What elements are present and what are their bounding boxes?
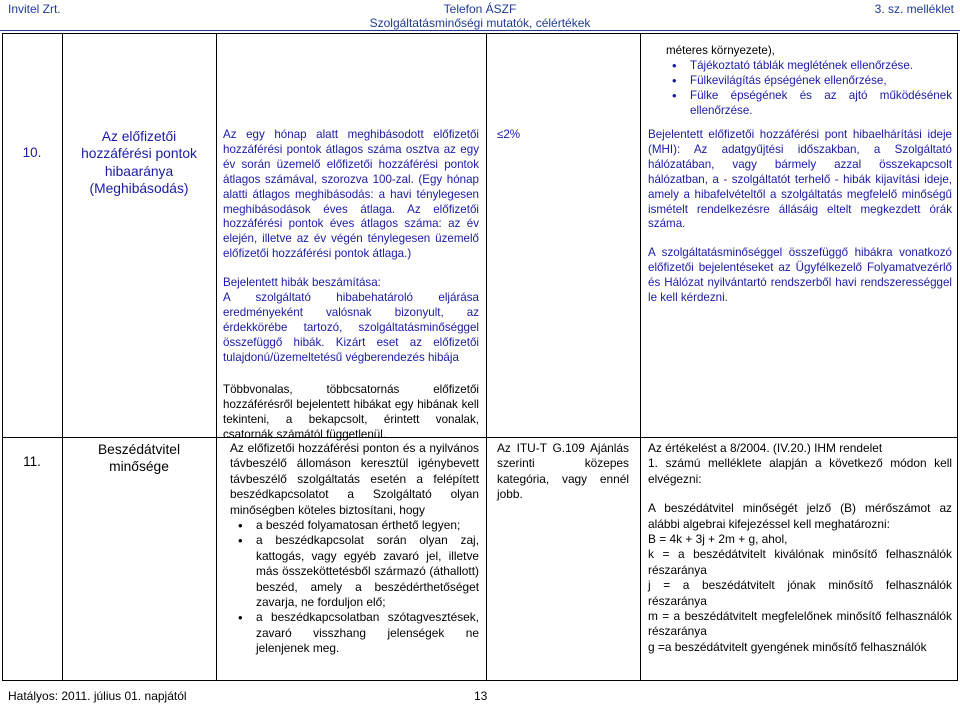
row10-number: 10. bbox=[22, 145, 42, 160]
page-number: 13 bbox=[474, 689, 488, 703]
list-item: • Fülkevilágítás épségének ellenőrzése, bbox=[664, 74, 952, 89]
method-line: 1. számú melléklete alapján a következő módon kell elvégezni: bbox=[648, 456, 952, 486]
row10-indicator-name bbox=[64, 128, 214, 197]
name-line: Beszédátvitel bbox=[97, 442, 181, 457]
name-line: hozzáférési pontok bbox=[81, 146, 197, 162]
header-rule bbox=[0, 30, 960, 31]
header-title-line1: Telefon ÁSZF bbox=[443, 2, 517, 16]
row11-definition bbox=[230, 441, 479, 657]
row10-target: ≤2% bbox=[497, 128, 521, 141]
definition-paragraph: A szolgáltató hibabehatároló eljárása eredményeként valósnak bizonyult, az érdekkörébe tartozó, szolgáltatásminőséggel összefüggő hibák. Kizárt eset az előfizetői tulajdonú/üzemeltetésű végberendezés hibája bbox=[223, 291, 479, 364]
row11-method bbox=[648, 441, 952, 655]
continuation-list bbox=[664, 59, 952, 119]
header-title bbox=[0, 2, 960, 30]
row10-definition-tail: Többvonalas, többcsatornás előfizetői hozzáférésről bejelentett hibákat egy hibának kell tekinteni, a bekapcsolt, érintett vonalak, csatornák számától függetlenül. bbox=[223, 383, 479, 441]
col-divider-3 bbox=[486, 33, 487, 681]
continuation-block bbox=[668, 44, 952, 119]
method-line: A beszédátvitel minőségét jelző (B) mérőszámot az alábbi algebrai kifejezéssel kell meghatározni: bbox=[648, 501, 952, 531]
method-line: m = a beszédátvitelt megfelelőnek minősítő felhasználók részaránya bbox=[648, 609, 952, 639]
list-item: • a beszéd folyamatosan érthető legyen; bbox=[230, 518, 479, 533]
col-divider-4 bbox=[640, 33, 641, 681]
definition-paragraph: Az előfizetői hozzáférési ponton és a nyilvános távbeszélő állomáson keresztül igénybevett távbeszélő szolgáltatás esetén a felépített beszédkapcsolatot a Szolgáltató olyan minőségben köteles biztosítani, hogy bbox=[230, 441, 479, 517]
name-line: (Meghibásodás) bbox=[89, 180, 189, 196]
header-company: Invitel Zrt. bbox=[8, 2, 61, 16]
continuation-line: méteres környezete), bbox=[666, 44, 775, 57]
name-line: hibaaránya bbox=[104, 163, 174, 179]
row11-number: 11. bbox=[23, 454, 41, 469]
definition-bullet-list bbox=[230, 518, 479, 657]
row11-target: Az ITU-T G.109 Ajánlás szerinti közepes kategória, vagy ennél jobb. bbox=[497, 441, 629, 502]
method-paragraph: A szolgáltatásminőséggel összefüggő hibákra vonatkozó előfizetői bejelentéseket az Ügyfélkezelő Folyamatvezérlő és Hálózat nyilvántartó rendszerből havi rendszerességgel le kell kérdezni. bbox=[648, 246, 952, 305]
method-spacer bbox=[648, 487, 952, 501]
col-divider-2 bbox=[216, 33, 217, 681]
header-annex-label: 3. sz. melléklet bbox=[874, 2, 954, 16]
footer-effective-date: Hatályos: 2011. július 01. napjától bbox=[8, 689, 187, 703]
method-line: g =a beszédátvitelt gyengének minősítő felhasználók bbox=[648, 639, 927, 654]
definition-subtitle: Bejelentett hibák beszámítása: bbox=[223, 276, 381, 290]
name-line: Az előfizetői bbox=[101, 129, 177, 144]
method-line: Az értékelést a 8/2004. (IV.20.) IHM rendelet bbox=[648, 441, 883, 455]
definition-paragraph: Az egy hónap alatt meghibásodott előfizetői hozzáférési pontok átlagos száma osztva az egy év során üzemelő előfizetői hozzáférési pontok átlagos számával, szorozva 100-zal. (Egy hónap alatti átlagos meghibásodás: a havi ténylegesen meghibásodások éves átlaga. Az előfizetői hozzáférési pontok éves átlagos száma: az év elején, illetve az év végén ténylegesen üzemelő előfizetői hozzáférési pontok átlaga.) bbox=[223, 128, 479, 261]
row11-indicator-name bbox=[64, 441, 214, 476]
list-item: • Fülke épségének és az ajtó működésének ellenőrzése. bbox=[664, 89, 952, 119]
header-title-line2: Szolgáltatásminőségi mutatók, célértékek bbox=[369, 16, 591, 30]
list-item: • a beszédkapcsolat során olyan zaj, kattogás, vagy egyéb zavaró jel, illetve más összeköttetésből származó (áthallott) beszéd, amely a beszédérthetőséget zavarja, ne forduljon elő; bbox=[230, 533, 479, 610]
row-divider-10-11 bbox=[2, 437, 958, 438]
row10-definition bbox=[223, 128, 479, 366]
method-paragraph: Bejelentett előfizetői hozzáférési pont hibaelhárítási ideje (MHI): Az adatgyűjtési időszakban, a Szolgáltató hálózatában, vagy bármely azzal összekapcsolt hálózatban, a - szolgáltatót terhelő - hibák kijavítási ideje, amely a hibafelvételtől a szolgáltatás megfelelő minőségű ismételt rendelkezésre állásáig eltelt megkezdett órák száma. bbox=[648, 128, 952, 231]
method-line: j = a beszédátvitelt jónak minősítő felhasználók részaránya bbox=[648, 578, 952, 608]
name-line: minősége bbox=[109, 459, 169, 475]
col-divider-1 bbox=[62, 33, 63, 681]
method-line: k = a beszédátvitelt kiválónak minősítő felhasználók részaránya bbox=[648, 547, 952, 577]
method-formula: B = 4k + 3j + 2m + g, ahol, bbox=[648, 532, 788, 547]
list-item: • Tájékoztató táblák meglétének ellenőrzése. bbox=[664, 59, 952, 74]
row10-method bbox=[648, 128, 952, 306]
list-item: • a beszédkapcsolatban szótagvesztések, zavaró visszhang jelenségek ne jelenjenek meg. bbox=[230, 610, 479, 656]
